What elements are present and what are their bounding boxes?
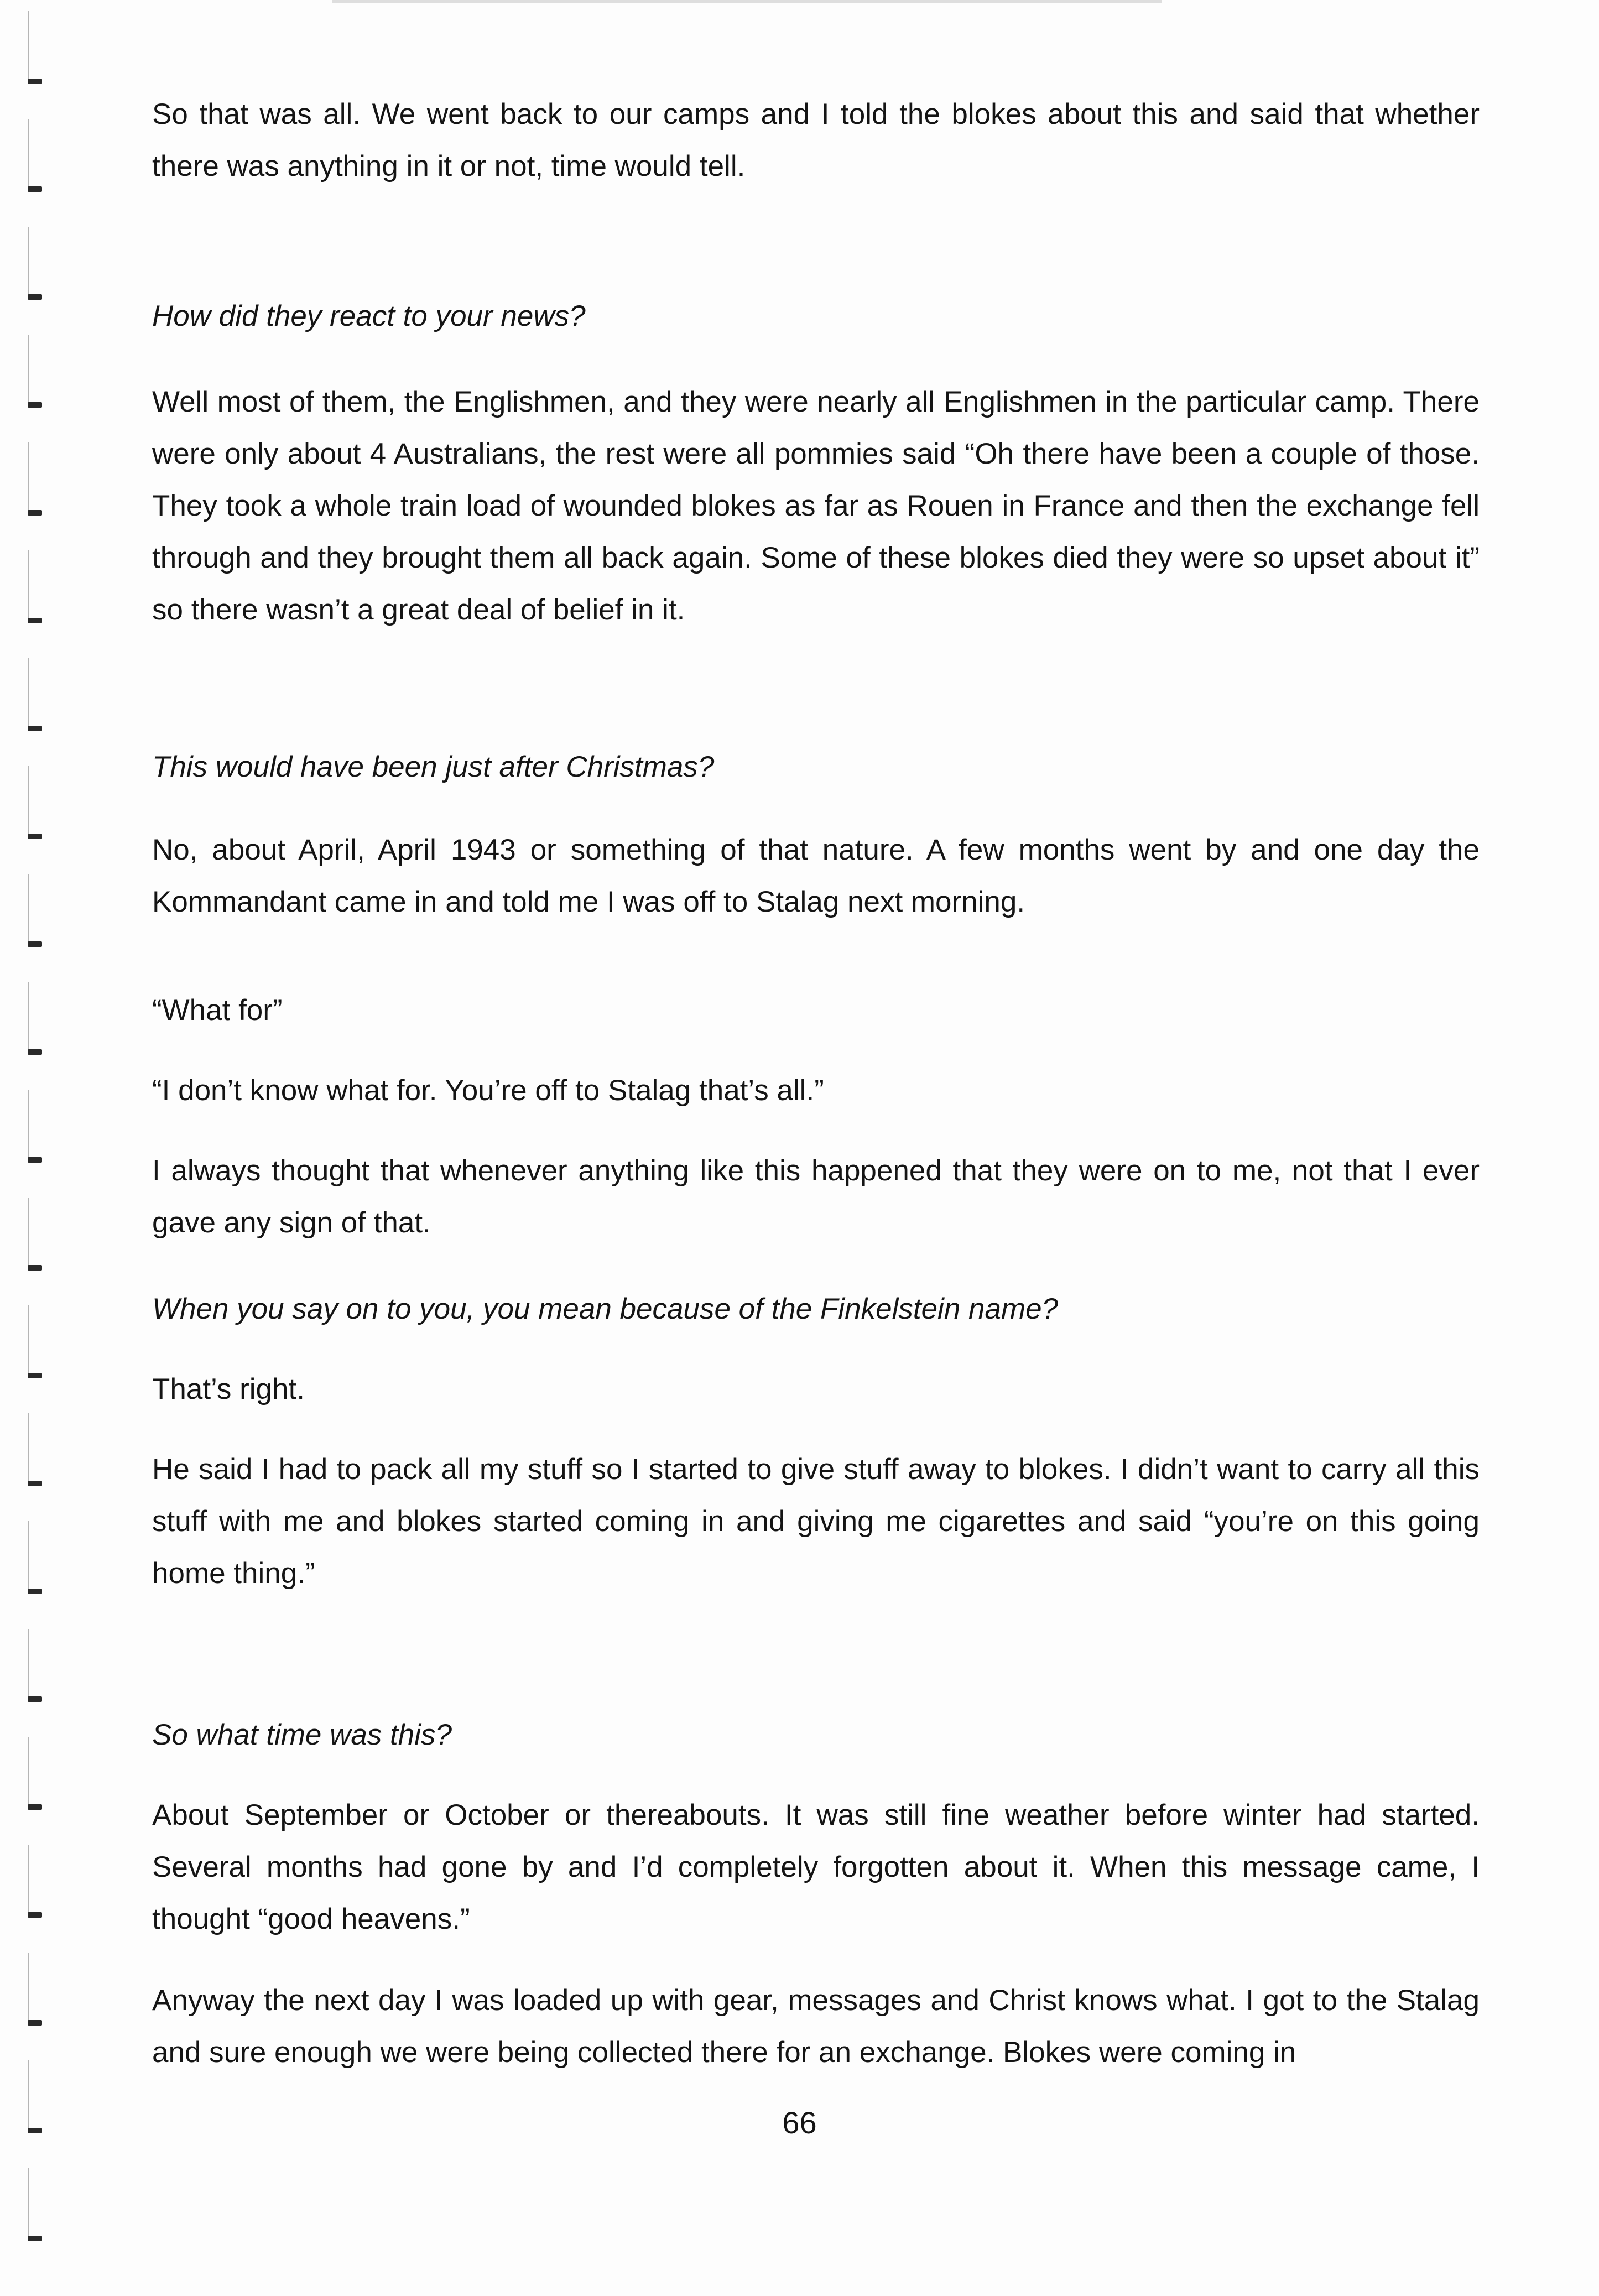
binding-mark: [22, 1953, 45, 2035]
answer-paragraph: That’s right.: [152, 1373, 305, 1405]
binding-mark: [22, 11, 45, 94]
scan-edge-mark: [332, 0, 1162, 3]
binding-mark: [22, 1521, 45, 1604]
binding-mark: [22, 658, 45, 741]
answer-paragraph: Well most of them, the Englishmen, and they were nearly all Englishmen in the particular camp. There were only about 4 Australians, the rest were all pommies said “Oh there have been a couple of those. They took a whole train load of wounded blokes as far as Rouen in France and then the exchange fell through and they brought them all back again. Some of these blokes died they were so upset about it” so there wasn’t a great deal of belief in it.: [152, 386, 1480, 626]
binding-mark: [22, 442, 45, 525]
question-paragraph: This would have been just after Christmas?: [152, 751, 715, 783]
answer-paragraph: “What for”: [152, 994, 283, 1027]
binding-mark: [22, 1845, 45, 1928]
binding-mark: [22, 227, 45, 310]
binding-mark: [22, 1737, 45, 1820]
binding-mark: [22, 2168, 45, 2251]
answer-paragraph: So that was all. We went back to our camps and I told the blokes about this and said that whether there was anything in it or not, time would tell.: [152, 98, 1480, 183]
answer-paragraph: He said I had to pack all my stuff so I started to give stuff away to blokes. I didn’t want to carry all this stuff with me and blokes started coming in and giving me cigarettes and said “you’re on this going home thing.”: [152, 1453, 1480, 1590]
binding-mark: [22, 982, 45, 1065]
binding-mark: [22, 1090, 45, 1173]
binding-mark: [22, 1629, 45, 1712]
answer-paragraph: About September or October or thereabouts. It was still fine weather before winter had started. Several months had gone by and I’d completely forgotten about it. When this message came, I thought “good heavens.”: [152, 1799, 1480, 1935]
binding-marks: [22, 0, 55, 2296]
binding-mark: [22, 550, 45, 633]
answer-paragraph: Anyway the next day I was loaded up with gear, messages and Christ knows what. I got to the Stalag and sure enough we were being collected there for an exchange. Blokes were coming in: [152, 1984, 1480, 2069]
answer-paragraph: “I don’t know what for. You’re off to Stalag that’s all.”: [152, 1074, 824, 1107]
binding-mark: [22, 874, 45, 957]
binding-mark: [22, 1305, 45, 1388]
answer-paragraph: I always thought that whenever anything like this happened that they were on to me, not that I ever gave any sign of that.: [152, 1154, 1480, 1239]
binding-mark: [22, 1413, 45, 1496]
binding-mark: [22, 335, 45, 418]
question-paragraph: So what time was this?: [152, 1719, 452, 1751]
binding-mark: [22, 766, 45, 849]
question-paragraph: When you say on to you, you mean because of the Finkelstein name?: [152, 1293, 1059, 1325]
page-number: 66: [782, 2105, 817, 2140]
binding-mark: [22, 119, 45, 202]
answer-paragraph: No, about April, April 1943 or something of that nature. A few months went by and one day the Kommandant came in and told me I was off to Stalag next morning.: [152, 834, 1480, 918]
question-paragraph: How did they react to your news?: [152, 300, 586, 332]
binding-mark: [22, 1198, 45, 1280]
